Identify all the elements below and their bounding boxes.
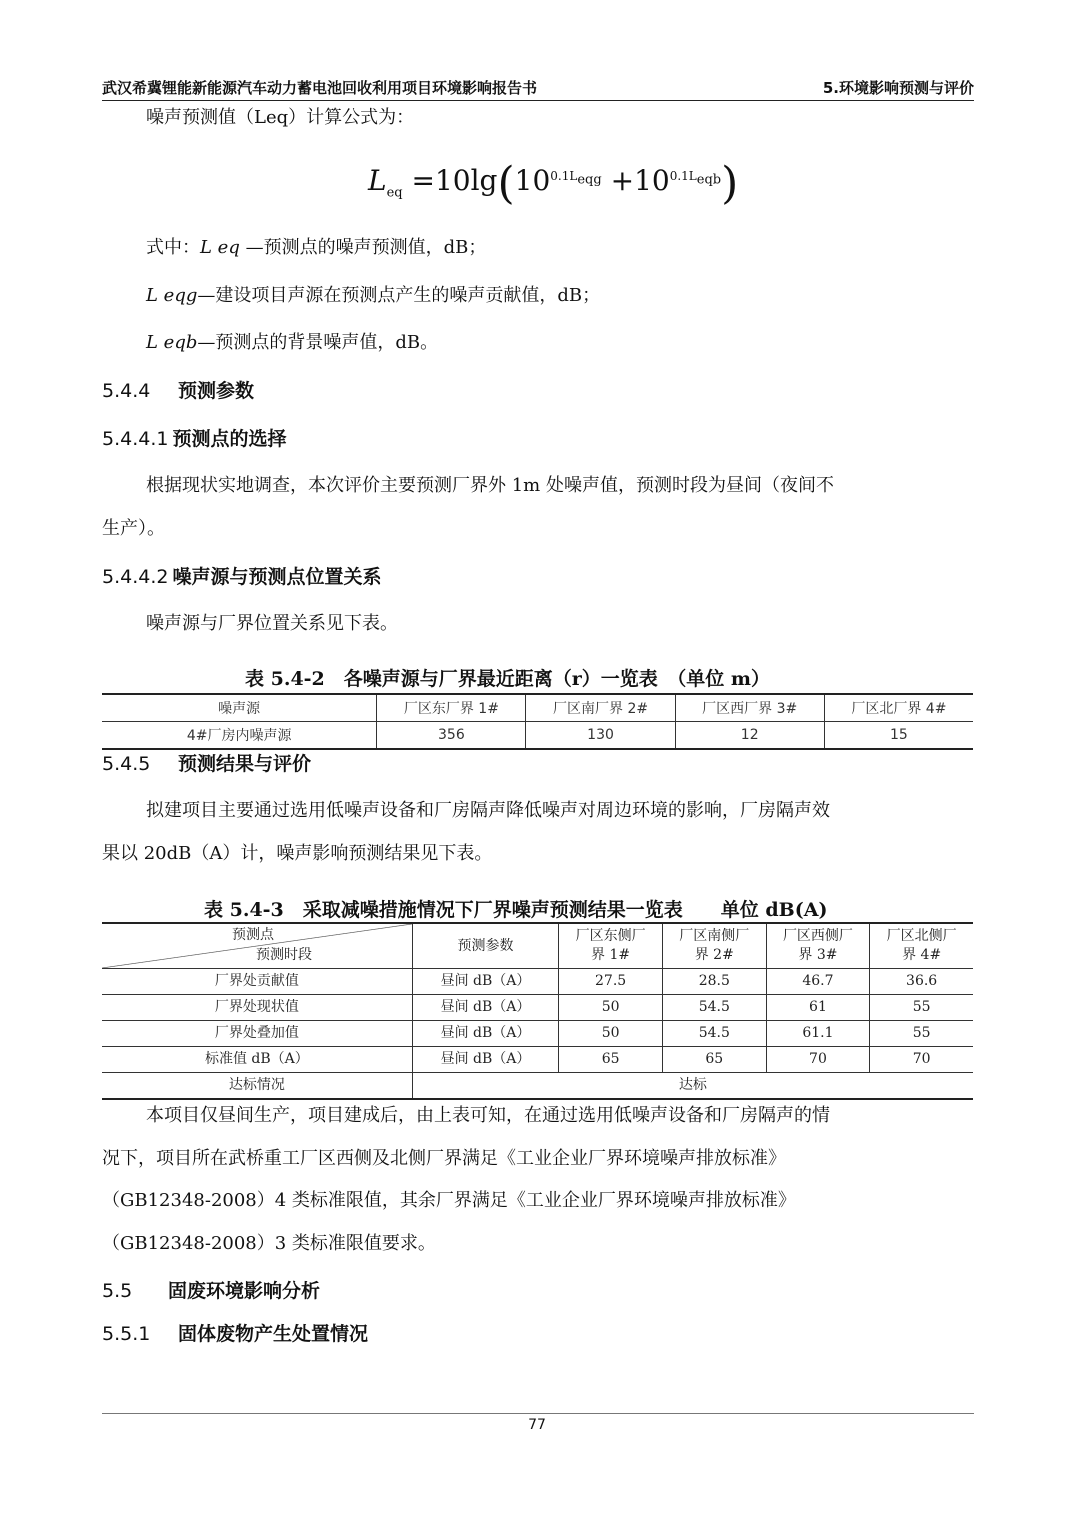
table-cell: 55: [870, 1021, 973, 1047]
conclusion-line-2: 况下，项目所在武桥重工厂区西侧及北侧厂界满足《工业企业厂界环境噪声排放标准》: [102, 1148, 786, 1169]
table-diagonal-header: [102, 923, 412, 969]
formula-term1-base: 10: [514, 164, 551, 197]
section-number: 5.4.4.1: [102, 428, 169, 450]
formula-intro: 噪声预测值（Leq）计算公式为：: [146, 107, 415, 128]
table-header-cell: 厂区南厂界 2#: [526, 694, 675, 722]
formula-lhs-sub: eq: [386, 185, 403, 201]
table-cell: 50: [559, 995, 663, 1021]
definition-text: —预测点的背景噪声值，dB。: [197, 332, 439, 353]
table-cell: 达标情况: [102, 1073, 412, 1100]
definition-leqg: [146, 284, 600, 308]
table-cell: 昼间 dB（A）: [412, 1021, 559, 1047]
conclusion-line-1: 本项目仅昼间生产，项目建成后，由上表可知，在通过选用低噪声设备和厂房隔声的情: [146, 1105, 830, 1126]
table-header-cell: 厂区西侧厂 界 3#: [766, 923, 870, 969]
table-header-cell: 厂区南侧厂 界 2#: [662, 923, 766, 969]
table2-caption: 表 5.4-3 采取减噪措施情况下厂界噪声预测结果一览表 单位 dB(A): [204, 899, 828, 921]
header-chapter-title: 5.环境影响预测与评价: [822, 79, 974, 97]
table-cell: 12: [675, 722, 824, 750]
table-row: [102, 722, 973, 750]
table-cell: 130: [526, 722, 675, 750]
table-cell: 65: [662, 1047, 766, 1073]
section-number: 5.4.4: [102, 380, 151, 402]
table-cell: 厂界处现状值: [102, 995, 412, 1021]
section-number: 5.5.1: [102, 1323, 151, 1345]
paragraph-545-line2: 果以 20dB（A）计，噪声影响预测结果见下表。: [102, 843, 493, 864]
table-cell: 厂界处贡献值: [102, 969, 412, 995]
header-document-title: 武汉希冀锂能新能源汽车动力蓄电池回收利用项目环境影响报告书: [102, 79, 538, 97]
table-cell: 28.5: [662, 969, 766, 995]
section-number: 5.4.5: [102, 753, 151, 775]
section-title: 固体废物产生处置情况: [178, 1323, 369, 1345]
table-cell: 昼间 dB（A）: [412, 995, 559, 1021]
table-cell: 65: [559, 1047, 663, 1073]
section-heading-5-4-4-2: [102, 565, 382, 589]
table-cell: 50: [559, 1021, 663, 1047]
formula-term1-exp-sub: eqg: [577, 172, 602, 188]
paragraph-545-line1: 拟建项目主要通过选用低噪声设备和厂房隔声降低噪声对周边环境的影响，厂房隔声效: [146, 800, 830, 821]
table-cell: 356: [377, 722, 526, 750]
section-number: 5.5: [102, 1280, 133, 1302]
table-cell: 55: [870, 995, 973, 1021]
paragraph-5441-line1: 根据现状实地调查，本次评价主要预测厂界外 1m 处噪声值，预测时段为昼间（夜间不: [146, 475, 834, 496]
table-header-row: [102, 923, 973, 969]
table-cell: 46.7: [766, 969, 870, 995]
section-heading-5-5-1: [102, 1322, 368, 1346]
table-cell: 标准值 dB（A）: [102, 1047, 412, 1073]
paragraph-5441-line2: 生产）。: [102, 518, 165, 539]
table-header-cell: 厂区东侧厂 界 1#: [559, 923, 663, 969]
table-row: [102, 995, 973, 1021]
definition-symbol: L eqg: [146, 285, 198, 306]
section-title: 预测结果与评价: [178, 753, 312, 775]
footer-rule: [102, 1413, 974, 1414]
definition-text: —预测点的噪声预测值，dB；: [239, 237, 487, 258]
table-header-cell: 厂区西厂界 3#: [675, 694, 824, 722]
table-cell: 61: [766, 995, 870, 1021]
section-heading-5-4-5: [102, 752, 311, 776]
conclusion-line-4: （GB12348-2008）3 类标准限值要求。: [102, 1233, 436, 1254]
table-cell: 54.5: [662, 1021, 766, 1047]
section-title: 噪声源与预测点位置关系: [172, 566, 382, 588]
section-heading-5-5: [102, 1279, 320, 1303]
definition-leq: [146, 236, 486, 260]
table-cell: 61.1: [766, 1021, 870, 1047]
conclusion-line-3: （GB12348-2008）4 类标准限值，其余厂界满足《工业企业厂界环境噪声排放标准》: [102, 1190, 796, 1211]
definition-prefix: 式中：: [146, 237, 200, 258]
table-cell: 厂界处叠加值: [102, 1021, 412, 1047]
table-cell: 36.6: [870, 969, 973, 995]
table-cell: 70: [870, 1047, 973, 1073]
formula-term2-base: 10: [634, 164, 670, 197]
paragraph-5442: 噪声源与厂界位置关系见下表。: [146, 613, 398, 634]
formula-equals: =10lg: [411, 164, 498, 197]
page-number: 77: [528, 1417, 546, 1433]
definition-symbol: L eqb: [146, 332, 198, 353]
formula-term2-exp: 0.1L: [669, 168, 697, 183]
section-title: 预测参数: [178, 380, 255, 402]
table-cell: 达标: [412, 1073, 973, 1100]
section-title: 预测点的选择: [172, 428, 287, 450]
table-row: [102, 1021, 973, 1047]
definition-leqb: [146, 331, 438, 355]
section-number: 5.4.4.2: [102, 566, 169, 588]
section-heading-5-4-4-1: [102, 427, 287, 451]
table-row: [102, 1073, 973, 1100]
diag-header-top: 预测点: [232, 927, 274, 943]
table-cell: 15: [824, 722, 973, 750]
distance-table: [102, 693, 973, 750]
formula-term2-exp-sub: eqb: [696, 172, 722, 188]
table-header-row: [102, 694, 973, 722]
noise-prediction-table: [102, 922, 973, 1100]
formula-term1-exp: 0.1L: [550, 168, 578, 183]
diag-header-bottom: 预测时段: [256, 947, 312, 963]
table-header-cell: 厂区东厂界 1#: [377, 694, 526, 722]
table-header-cell: 厂区北厂界 4#: [824, 694, 973, 722]
table-cell: 4#厂房内噪声源: [102, 722, 377, 750]
table-cell: 54.5: [662, 995, 766, 1021]
definition-text: —建设项目声源在预测点产生的噪声贡献值，dB；: [197, 285, 601, 306]
formula-plus: +: [610, 164, 635, 197]
table-cell: 昼间 dB（A）: [412, 1047, 559, 1073]
table-header-cell: 厂区北侧厂 界 4#: [870, 923, 973, 969]
table-cell: 27.5: [559, 969, 663, 995]
leq-formula: $L_{eq} =10\lg(10^{0.1L_{eqg}} +10^{0.1L_{eqb}})$: [368, 158, 739, 209]
page-header: [102, 76, 974, 101]
section-title: 固废环境影响分析: [168, 1280, 321, 1302]
formula-lhs: L: [368, 164, 387, 197]
table1-caption: 表 5.4-2 各噪声源与厂界最近距离（r）一览表 （单位 m）: [245, 668, 771, 690]
table-cell: 70: [766, 1047, 870, 1073]
table-header-cell: 噪声源: [102, 694, 377, 722]
table-header-cell: 预测参数: [412, 923, 559, 969]
section-heading-5-4-4: [102, 379, 254, 403]
definition-symbol: L eq: [200, 237, 240, 258]
table-cell: 昼间 dB（A）: [412, 969, 559, 995]
table-row: [102, 969, 973, 995]
table-row: [102, 1047, 973, 1073]
